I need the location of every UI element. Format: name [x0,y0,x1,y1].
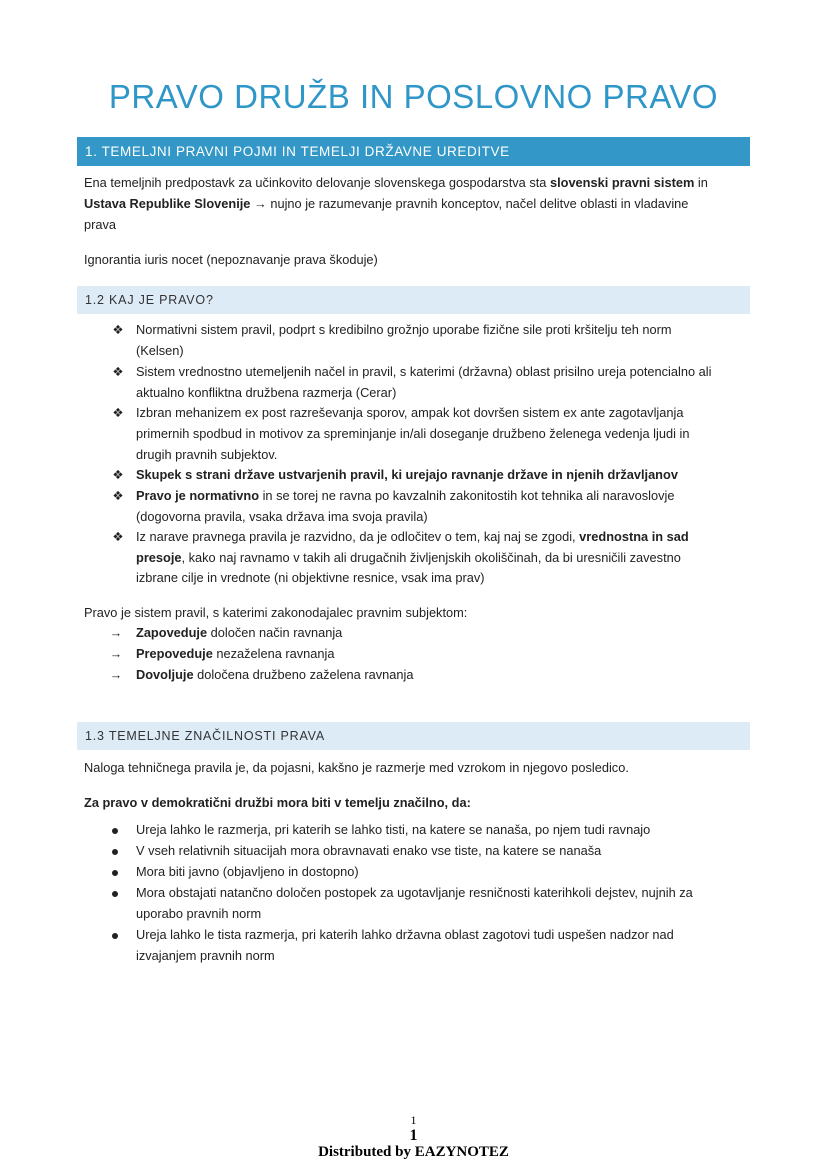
intro-bold: Ustava Republike Slovenije [84,196,251,211]
definition-bold: presoje [136,550,182,565]
definition-item [136,486,746,507]
definition-bold: Skupek s strani države ustvarjenih pravil, ki urejajo ravnanje države in njenih državljanov [136,467,678,482]
diamond-bullet-icon: ❖ [112,468,124,482]
intro-paragraph-line-3: prava [84,217,117,232]
characteristic-item: V vseh relativnih situacijah mora obravnavati enako vse tiste, na katere se nanaša [136,843,602,858]
technical-rule-paragraph: Naloga tehničnega pravila je, da pojasni, kakšno je razmerje med vzrokom in njegovo posledico. [84,760,629,775]
maxim-paragraph: Ignorantia iuris nocet (nepoznavanje prava škoduje) [84,252,378,267]
diamond-bullet-icon: ❖ [112,323,124,337]
page-number: 1 [409,1127,418,1144]
rule-text: določen način ravnanja [207,625,343,640]
democratic-law-bold: Za pravo v demokratični družbi mora biti v temelju značilno, da: [84,795,471,810]
characteristic-item: Ureja lahko le tista razmerja, pri katerih lahko državna oblast zagotovi tudi uspešen nadzor nad [136,927,674,942]
bullet-dot-icon [112,933,118,939]
rules-intro: Pravo je sistem pravil, s katerimi zakonodajalec pravnim subjektom: [84,605,468,620]
definition-item-cont: drugih pravnih subjektov. [136,447,278,462]
diamond-bullet-icon: ❖ [112,489,124,503]
diamond-bullet-icon: ❖ [112,406,124,420]
section-heading-1-2: 1.2 KAJ JE PRAVO? [77,286,750,314]
arrow-right-icon: → [109,647,123,661]
intro-text: → nujno je razumevanje pravnih konceptov, načel delitve oblasti in vladavine [250,196,689,211]
rule-item [136,644,746,665]
rule-bold: Prepoveduje [136,646,213,661]
definition-bold: vrednostna in sad [579,529,689,544]
definition-item-cont: primernih spodbud in motivov za spreminjanje in/ali doseganje družbeno želenega vedenja ljudi in [136,426,690,441]
definition-item [136,465,746,486]
bullet-dot-icon [112,828,118,834]
definition-item-cont [136,548,746,569]
rule-text: določena družbeno zaželena ravnanja [193,667,414,682]
rule-item [136,623,746,644]
definition-text: Iz narave pravnega pravila je razvidno, da je odločitev o tem, kaj naj se zgodi, [136,529,580,544]
democratic-law-intro [84,793,744,814]
rule-bold: Dovoljuje [136,667,194,682]
definition-bold: Pravo je normativno [136,488,260,503]
bullet-dot-icon [112,891,118,897]
intro-paragraph-line-2 [84,194,744,215]
characteristic-item: Mora obstajati natančno določen postopek za ugotavljanje resničnosti katerihkoli dejstev, nujnih za [136,885,693,900]
rule-bold: Zapoveduje [136,625,208,640]
definition-item-cont: izbrane cilje in vrednote (ni objektivne resnice, vsak ima prav) [136,570,485,585]
diamond-bullet-icon: ❖ [112,530,124,544]
characteristic-item: Ureja lahko le razmerja, pri katerih se lahko tisti, na katere se nanaša, po njem tudi ravnajo [136,822,651,837]
diamond-bullet-icon: ❖ [112,365,124,379]
characteristic-item-cont: izvajanjem pravnih norm [136,948,275,963]
intro-text: in [694,175,708,190]
characteristic-item-cont: uporabo pravnih norm [136,906,262,921]
characteristic-item: Mora biti javno (objavljeno in dostopno) [136,864,359,879]
intro-paragraph-line-1 [84,173,744,194]
rule-item [136,665,746,686]
arrow-right-icon: → [109,668,123,682]
definition-item [136,527,746,548]
definition-item: Izbran mehanizem ex post razreševanja sporov, ampak kot dovršen sistem ex ante zagotavljanja [136,405,684,420]
definition-item-cont: (Kelsen) [136,343,184,358]
section-heading-1: 1. TEMELJNI PRAVNI POJMI IN TEMELJI DRŽAVNE UREDITVE [77,137,750,166]
rule-text: nezaželena ravnanja [212,646,335,661]
definition-item-cont: aktualno konfliktna družbena razmerja (Cerar) [136,385,397,400]
bullet-dot-icon [112,849,118,855]
definition-item-cont: (dogovorna pravila, vsaka država ima svoja pravila) [136,509,428,524]
distributed-by-footer: Distributed by EAZYNOTEZ [318,1144,509,1160]
definition-text: in se torej ne ravna po kavzalnih zakonitostih kot tehnika ali naravoslovje [259,488,675,503]
definition-item: Normativni sistem pravil, podprt s kredibilno grožnjo uporabe fizične sile proti kršitelju teh norm [136,322,672,337]
arrow-right-icon: → [109,626,123,640]
definition-item: Sistem vrednostno utemeljenih načel in pravil, s katerimi (državna) oblast prisilno ureja potencialno ali [136,364,712,379]
intro-text: Ena temeljnih predpostavk za učinkovito delovanje slovenskega gospodarstva sta [84,175,550,190]
section-heading-1-3: 1.3 TEMELJNE ZNAČILNOSTI PRAVA [77,722,750,750]
page-number-small: 1 [410,1113,417,1127]
definition-text: , kako naj ravnamo v takih ali drugačnih življenjskih okoliščinah, da bi uresničili zavestno [181,550,681,565]
intro-bold: slovenski pravni sistem [549,175,695,190]
bullet-dot-icon [112,870,118,876]
page-title: PRAVO DRUŽB IN POSLOVNO PRAVO [108,78,719,115]
